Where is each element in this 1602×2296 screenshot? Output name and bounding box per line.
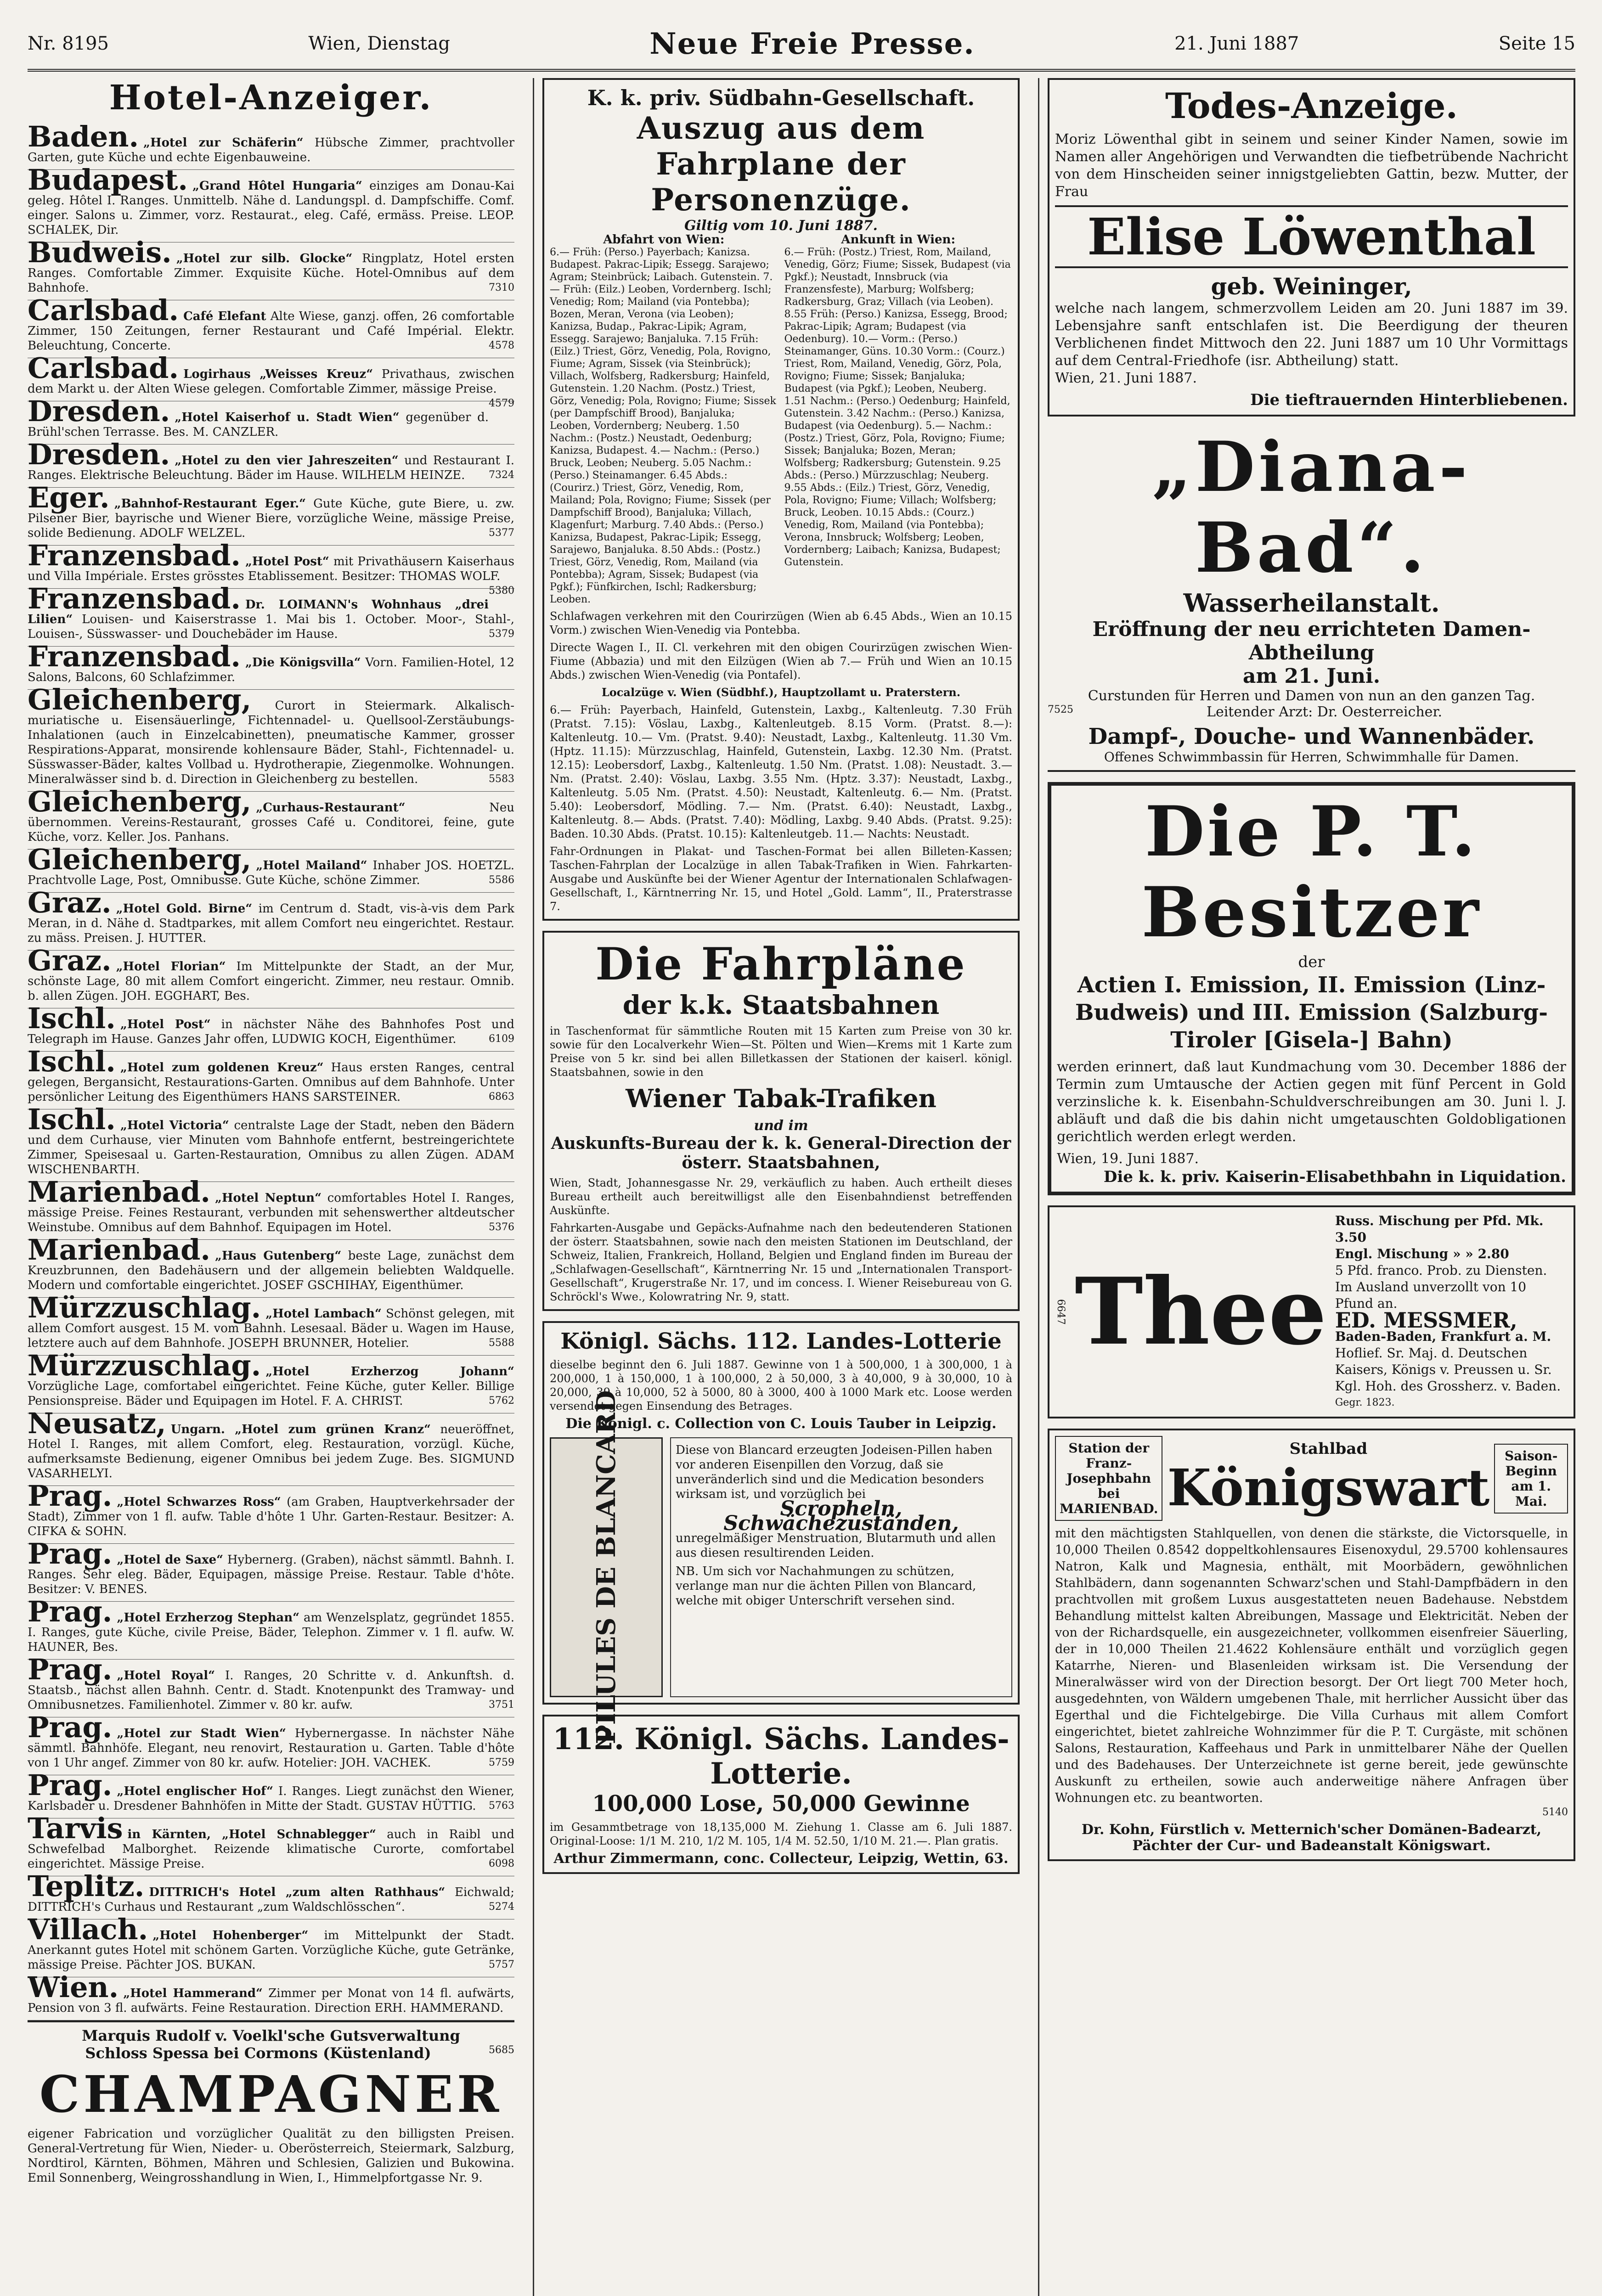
hotel-town: Baden. [28,120,139,153]
staatsbahn-timetable-ad [542,931,1020,1311]
hotel-town: Gleichenberg, [28,785,252,818]
hotel-text: Vorn. Familien-Hotel, 12 Salons, Balcons, 60 Schlafzimmer. [28,656,514,684]
death-notice [1048,78,1575,416]
hotel-text: im Centrum d. Stadt, vis-à-vis dem Park Meran, in d. Nähe d. Stadtparkes, mit allem Comfort neu eingerichtet. Restaur. zu mäss. Preisen. J. HUTTER. [28,902,514,945]
hotel-name: „Curhaus-Restaurant“ [256,801,406,815]
hotel-town: Ischl. [28,1103,116,1136]
hotel-entry [28,1711,514,1775]
fahrplaene-text3: Fahrkarten-Ausgabe und Gepäcks-Aufnahme nach den bedeutenderen Stationen der österr. Staatsbahnen, sowie nach den meisten Stationen im Deutschland, der Schweiz, Italien, Frankreich, Holland, Belgien und England finden im Bureau der „Schlafwagen-Gesellschaft“, Kärntnerring Nr. 15 und „Internationalen Transport-Gesellschaft“, Krugerstraße Nr. 17, und im concess. I. Wiener Reisebureau von G. Schröckl's Wwe., Kolowratring Nr. 9, statt. [550,1221,1012,1303]
hotel-town: Carlsbad. [28,293,179,327]
departures [550,234,778,606]
hotel-entry [28,1653,514,1717]
champagne-text: eigener Fabrication und vorzüglicher Qualität zu den billigsten Preisen. General-Vertretung für Wien, Nieder- u. Oberösterreich, Steiermark, Salzburg, Nordtirol, Kärnten, Böhmen, Mähren und Schlesien, Galizien und Bukowina. Emil Sonnenberg, Weingrosshandlung in Wien, I., Himmelpfortgasse Nr. 9. [28,2127,514,2185]
hotel-ad-number: 3751 [489,1699,514,1711]
pt-besitzer-notice [1048,782,1575,1195]
hotel-entry [28,236,514,300]
hotel-name: „Hotel Florian“ [116,960,226,974]
hotel-town: Wien. [28,1970,119,2004]
hotel-name: „Hotel zum goldenen Kreuz“ [120,1061,324,1075]
hotel-entry [28,1537,514,1602]
hotel-name: „Hotel zur Stadt Wien“ [117,1727,286,1740]
hotel-text: mit Privathäusern Kaiserhaus und Villa Impériale. Erstes grösstes Etablissement. Besitzer: THOMAS WOLF. [28,555,514,583]
issue-date: 21. Juni 1887 [1174,33,1299,54]
suedbahn-timetable [542,78,1020,921]
hotel-town: Ischl. [28,1045,116,1078]
lottery-seller: Die Königl. c. Collection von C. Louis Tauber in Leipzig. [565,1416,997,1432]
hotel-town: Budapest. [28,163,188,197]
hotel-name: „Hotel zur Schäferin“ [143,136,304,150]
champagne-estate: Marquis Rudolf v. Voelkl'sche Gutsverwaltung [82,2027,460,2044]
thee-russian: Russ. Mischung per Pfd. Mk. 3.50 [1335,1213,1544,1245]
hotel-name: „Hotel zu den vier Jahreszeiten“ [175,454,399,467]
fahrplaene-subtitle: der k.k. Staatsbahnen [622,990,940,1020]
hotel-town: Ischl. [28,1002,116,1035]
hotel-entry [28,582,514,647]
hotel-text: Im Mittelpunkte der Stadt, an der Mur, schönste Lage, 80 mit allem Comfort eingericht. Zimmer, neu restaur. Omnib. b. allen Zügen. JOH. EGGHART, Bes. [28,960,514,1003]
suedbahn-company: K. k. priv. Südbahn-Gesellschaft. [587,85,975,110]
place-day: Wien, Dienstag [308,33,450,54]
hotel-ad-number: 6863 [489,1091,514,1103]
thee-warrant: Hoflief. Sr. Maj. d. Deutschen Kaisers, Königs v. Preussen u. Sr. Kgl. Hoh. des Grossherz. v. Baden. [1335,1345,1561,1394]
suedbahn-title: Auszug aus dem Fahrplane der Personenzüge. [637,110,925,218]
hotel-name: „Haus Gutenberg“ [215,1249,342,1263]
hotel-name: „Hotel Neptun“ [215,1191,322,1205]
koenigswart-text: mit den mächtigsten Stahlquellen, von denen die stärkste, die Victorsquelle, in 10,000 Theilen 0.8542 doppeltkohlensaures Eisenoxydul, 29.5700 kohlensaures Natron, Kalk und Magnesia, enthält, mit Moorbädern, gewöhnlichen Stahlbädern, dann sogenannten Schwarz'schen und Stahl-Dampfbädern in den prachtvollen mit großem Luxus ausgestatteten neuen Badehause. Nebstdem Behandlung mittelst kalten Abreibungen, Massage und Elektricität. Neben der von der Richardsquelle, ein ausgezeichneter, vollkommen eisenfreier Säuerling, der in 10,000 Theilen 21.4622 Kohlensäure enthält und vorzüglich gegen Katarrhe, Nieren- und Blasenleiden wirksam ist. Die Versendung der Mineralwässer wird von der Direction besorgt. Der Ort liegt 700 Meter hoch, ausgedehnten, von Wäldern umgebenen Thale, mit herrlicher Aussicht über das Egerthal und die Fichtelgebirge. Die Villa Curhaus mit allem Comfort eingerichtet, bietet zahlreiche Wohnzimmer für die P. T. Curgäste, mit schönen Salons, Restauration, Kaffeehaus und Park in unmittelbarer Nähe der Quellen und des Badehauses. Der Unterzeichnete ist gerne bereit, jede gewünschte Auskunft zu ertheilen, sowie auch anderweitige nähere Anfragen über Wohnungen etc. zu beantworten. [1055,1526,1568,1805]
hotel-entry [28,683,514,792]
thee-ad-number: 6647 [1055,1299,1066,1325]
hotel-town: Graz. [28,944,112,977]
hotel-town: Budweis. [28,236,172,269]
hotel-entry [28,1045,514,1109]
pt-actien: Actien I. Emission, II. Emission (Linz-Budweis) und III. Emission (Salzburg-Tiroler [Gisela-] Bahn) [1075,972,1548,1053]
pills-text-block [670,1437,1012,1697]
hotel-text: Gute Küche, gute Biere, u. zw. Pilsener Bier, bayrische und Wiener Biere, vorzügliche Weine, mässige Preise, solide Bedienung. ADOLF WELZEL. [28,497,514,540]
hotel-name: „Hotel englischer Hof“ [117,1784,274,1798]
hotel-text: gegenüber d. Brühl'schen Terrasse. Bes. M. CANZLER. [28,411,489,439]
hotel-text: neueröffnet, Hotel I. Ranges, mit allem Comfort, eleg. Restauration, vorzügl. Küche, aufmerksamste Bedienung, eigener Omnibus bei jedem Zuge. Bes. SIGMUND VASARHELYI. [28,1423,514,1480]
hotel-town: Prag. [28,1711,113,1744]
hotel-text: einziges am Donau-Kai geleg. Hôtel I. Ranges. Unmittelb. Nähe d. Landungspl. d. Dampfschiffe. Comf. einger. Salons u. Zimmer, vorz. Restaurat., eleg. Café, ermäss. Preise. LEOP. SCHALEK, Dir. [28,179,514,237]
hotel-name: Dr. LOIMANN's Wohnhaus „drei Lilien“ [28,598,489,626]
koenigswart-ad [1048,1429,1575,1861]
hotel-entry [28,293,514,358]
hotel-text: Louisen- und Kaiserstrasse 1. Mai bis 1. October. Moor-, Stahl-, Louisen-, Süsswasser- und Douchebäder im Hause. [28,613,514,641]
hotel-entry [28,1291,514,1356]
hotel-name: „Hotel Victoria“ [120,1119,229,1132]
arrivals-heading: Ankunft in Wien: [841,233,956,247]
thee-city: Baden-Baden, Frankfurt a. M. [1335,1329,1551,1344]
hotel-entry [28,1970,514,2020]
departures-heading: Abfahrt von Wien: [603,233,725,247]
death-notice-text1: Moriz Löwenthal gibt in seinem und seiner Kinder Namen, sowie im Namen aller Angehörigen und Verwandten die tiefbetrübende Nachricht von dem Hinscheiden seiner innigstgeliebten Gattin, bezw. Mutter, der Frau [1055,131,1568,200]
lottery-text: dieselbe beginnt den 6. Juli 1887. Gewinne von 1 à 500,000, 1 à 300,000, 1 à 200,000, 1 à 150,000, 1 à 100,000, 2 à 50,000, 3 à 40,000, 9 à 30,000, 10 à 20,000, 39 à 10,000, 52 à 5000, 80 à 3000, 400 à 1000 Mark etc. Loose werden versendet gegen Einsendung des Betrages. [550,1358,1012,1412]
fahrplaene-title: Die Fahrpläne [595,938,967,990]
hotel-town: Graz. [28,886,112,919]
paper-title: Neue Freie Presse. [649,26,975,61]
hotel-town: Dresden. [28,438,170,471]
lottery2-address: Arthur Zimmermann, conc. Collecteur, Leipzig, Wettin, 63. [553,1851,1009,1867]
hotel-entry [28,1175,514,1240]
hotel-ad-number: 5380 [489,585,514,597]
hotel-text: Zimmer per Monat von 14 fl. aufwärts, Pension von 3 fl. aufwärts. Feine Restauration. Direction ERH. HAMMERAND. [28,1986,514,2015]
lottery-ad [542,1321,1020,1745]
hotel-ad-number: 4579 [489,398,514,409]
issue-number: Nr. 8195 [28,33,109,54]
fahrplaene-text1: in Taschenformat für sämmtliche Routen mit 15 Karten zum Preise von 30 kr. sowie für den Localverkehr Wien—St. Pölten und Wien—Krems mit 1 Karte zum Preise von 5 kr. sind bei allen Billetkassen der Stationen der kaiserl. königl. Staatsbahnen, sowie in den [550,1024,1012,1079]
hotel-entry [28,785,514,850]
hotel-text: Hübsche Zimmer, prachtvoller Garten, gute Küche und echte Eigenbauweine. [28,136,514,164]
direct-wagon-note: Directe Wagen I., II. Cl. verkehren mit den obigen Courirzügen zwischen Wien-Fiume (Abbazia) und mit den Eilzügen (Wien ab 7.— Früh und Wien an 10.15 Abds.) zwischen Wien-Venedig (via Pontafel). [550,641,1012,681]
champagne-castle: Schloss Spessa bei Cormons (Küstenland) 5685 [85,2044,514,2062]
lottery2-prize: 100,000 Lose, 50,000 Gewinne [592,1791,970,1817]
column-notices [1038,78,1575,2296]
hotel-town: Marienbad. [28,1233,211,1266]
hotel-text: Privathaus, zwischen dem Markt u. der Alten Wiese gelegen. Comfortable Zimmer, mässige Preise. [28,367,514,396]
hotel-town: Franzensbad. [28,539,241,572]
hotel-name: „Hotel Erzherzog Johann“ [265,1365,514,1379]
hotel-entry [28,1407,514,1486]
timetable-columns [550,234,1012,606]
hotel-ad-number: 5274 [489,1901,514,1913]
hotel-text: Schönst gelegen, mit allem Comfort ausgest. 15 M. vom Bahnh. Lesesaal. Bäder u. Wagen im Hause, letztere auch auf dem Bahnhofe. JOSEPH BRUNNER, Hotelier. [28,1307,514,1350]
hotel-town: Villach. [28,1913,148,1946]
hotel-ad-number: 5757 [489,1959,514,1970]
hotel-ad-number: 4578 [489,340,514,351]
death-notice-date: Wien, 21. Juni 1887. [1055,370,1197,386]
hotel-text: Haus ersten Ranges, central gelegen, Bergansicht, Restaurations-Garten. Omnibus auf dem Bahnhofe. Unter persönlicher Leitung des Eigenthümers HANS SARSTEINER. [28,1061,514,1104]
hotel-town: Franzensbad. [28,582,241,615]
hotel-text: I. Ranges, 20 Schritte v. d. Ankunftsh. d. Staatsb., nächst allen Bahnh. Centr. d. Stadt. Knotenpunkt des Tramway- und Omnibusnetzes. Familienhotel. Zimmer v. 80 kr. aufw. [28,1669,514,1712]
hotel-ad-number: 5588 [489,1337,514,1349]
pills-text3: NB. Um sich vor Nachahmungen zu schützen, verlange man nur die ächten Pillen von Blancard, welche mit obiger Unterschrift versehen sind. [676,1564,976,1608]
hotel-town: Prag. [28,1595,113,1628]
koenigswart-footer: Dr. Kohn, Fürstlich v. Metternich'scher Domänen-Badearzt, Pächter der Cur- und Badeanstalt Königswart. [1081,1822,1542,1854]
column-railway [533,78,1020,2296]
hotel-entry [28,481,514,546]
diana-hours: Curstunden für Herren und Damen von nun an den ganzen Tag. [1088,688,1535,704]
diana-ad-number: 7525 [1048,704,1073,715]
koenigswart-season: Saison-Beginn am 1. Mai. [1494,1444,1568,1514]
hotel-name: „Grand Hôtel Hungaria“ [192,179,362,193]
death-notice-text2: welche nach langem, schmerzvollem Leiden am 20. Juni 1887 im 39. Lebensjahre sanft entschlafen ist. Die Beerdigung der theuren Verblichenen findet Mittwoch den 22. Juni 1887 um 10 Uhr Vormittags auf dem Central-Friedhofe (isr. Abtheilung) statt. [1055,300,1568,369]
thee-ad [1048,1205,1575,1418]
arrivals-text: 6.— Früh: (Postz.) Triest, Rom, Mailand, Venedig, Görz; Fiume; Sissek, Budapest (via Pgkf.); Neustadt, Innsbruck (via Franzensfeste), Marburg; Wolfsberg; Radkersburg, Graz; Villach (via Leoben). 8.55 Früh: (Perso.) Kanizsa, Essegg, Brood; Pakrac-Lipik; Agram; Budapest (via Oedenburg). 10.— Vorm.: (Perso.) Steinamanger, Güns. 10.30 Vorm.: (Courz.) Triest, Rom, Mailand, Venedig, Görz, Pola, Rovigno; Fiume; Sissek; Banjaluka; Budapest (via Pgkf.); Leoben, Neuberg. 1.51 Nachm.: (Perso.) Oedenburg; Hainfeld, Gutenstein. 3.42 Nachm.: (Perso.) Kanizsa, Budapest (via Oedenburg). 5.— Nachm.: (Postz.) Triest, Görz, Pola, Rovigno; Fiume; Sissek; Banjaluka; Bozen, Meran; Wolfsberg; Radkersburg; Gutenstein. 9.25 Abds.: (Perso.) Mürzzuschlag; Neuberg. 9.55 Abds.: (Eilz.) Triest, Görz, Venedig, Pola, Rovigno; Fiume; Villach; Wolfsberg; Bruck, Leoben. 10.15 Abds.: (Courz.) Venedig, Rom, Mailand (via Pontebba); Verona, Innsbruck; Wolfsberg; Leoben, Vordernberg; Laibach; Kanizsa, Budapest; Gutenstein. [784,247,1011,568]
hotel-name: „Die Königsvilla“ [245,656,361,670]
koenigswart-label: Stahlbad [1289,1440,1368,1458]
lottery2-title: 112. Königl. Sächs. Landes-Lotterie. [553,1722,1010,1791]
diana-opening: Eröffnung der neu errichteten Damen-Abtheilung [1092,618,1531,664]
hotel-text: (am Graben, Hauptverkehrsader der Stadt), Zimmer von 1 fl. aufw. Table d'hôte 1 Uhr. Garten-Restaur. Besitzer: A. CIFKA & SOHN. [28,1495,514,1538]
newspaper-page [28,18,1575,2296]
champagne-headline: CHAMPAGNER [39,2065,503,2124]
hotel-text: comfortables Hotel I. Ranges, mässige Preise. Feines Restaurant, verbunden mit sehenswerther altdeutscher Weinstube. Omnibus auf dem Bahnhof. Equipagen im Hotel. [28,1191,514,1234]
fahrplaene-und: und im [754,1118,808,1134]
hotel-name: „Hotel Hohenberger“ [152,1929,309,1942]
hotel-name: „Hotel Gold. Birne“ [116,902,253,916]
hotel-entry [28,1103,514,1182]
hotel-name: „Hotel Post“ [120,1018,211,1031]
hotel-ad-number: 5759 [489,1757,514,1768]
hotel-text: Hybernergasse. In nächster Nähe sämmtl. Bahnhöfe. Elegant, neu renovirt, Restauration u. Garten. Table d'hôte von 1 Uhr angef. Zimmer von 80 kr. aufw. Hotelier: JOH. VACHEK. [28,1727,514,1770]
deceased-maiden-name: geb. Weininger, [1211,273,1412,300]
pt-text: werden erinnert, daß laut Kundmachung vom 30. December 1886 der Termin zum Umtausche der Actien gegen mit fünf Percent in Gold verzinsliche k. k. Eisenbahn-Schuldverschreibungen am 30. Juni l. J. abläuft und daß die bis dahin nicht umgetauschten Goldobligationen gerichtlich werden erlegt werden. [1057,1059,1566,1145]
hotel-name: DITTRICH's Hotel „zum alten Rathhaus“ [149,1885,446,1899]
hotel-name: „Hotel Royal“ [117,1669,215,1683]
pills-disease: Scropheln, Schwächezuständen, [723,1497,959,1535]
diana-title: „Diana-Bad“. [1151,427,1472,588]
hotel-ad-number: 5376 [489,1221,514,1233]
diana-swim: Offenes Schwimmbassin für Herren, Schwimmhalle für Damen. [1104,749,1519,765]
hotel-town: Prag. [28,1653,113,1686]
koenigswart-name: Königswart [1167,1458,1490,1517]
hotel-name: „Hotel Kaiserhof u. Stadt Wien“ [175,411,400,424]
thee-firm: ED. MESSMER, [1335,1308,1517,1333]
hotel-name: Ungarn. „Hotel zum grünen Kranz“ [170,1423,431,1436]
hotel-ad-number: 5379 [489,628,514,640]
hotel-ad-number: 5586 [489,874,514,886]
fahrplaene-text2: Wien, Stadt, Johannesgasse Nr. 29, verkäuflich zu haben. Auch ertheilt dieses Bureau ertheilt auch bereitwilligst alle den Eisenbahndienst betreffenden Auskünfte. [550,1176,1012,1217]
departures-text: 6.— Früh: (Perso.) Payerbach; Kanizsa. Budapest. Pakrac-Lipik; Essegg. Sarajewo; Agram; Steinbrück; Laibach. Gutenstein. 7.— Früh: (Eilz.) Leoben, Vordernberg. Ischl; Venedig; Rom; Mailand (via Pontebba); Bozen, Meran, Verona (via Leoben); Kanizsa, Budap., Pakrac-Lipik; Agram, Essegg. Sarajewo; Banjaluka. 7.15 Früh: (Eilz.) Triest, Görz, Venedig, Pola, Rovigno, Fiume; Agram, Sissek (via Steinbrück); Villach, Wolfsberg, Radkersburg; Hainfeld, Gutenstein. 1.20 Nachm. (Postz.) Triest, Görz, Venedig; Pola, Rovigno; Fiume; Sissek (per Dampfschiff Brood), Banjaluka; Leoben, Vordernberg; Neuberg. 1.50 Nachm.: (Postz.) Neustadt, Oedenburg; Kanizsa, Budapest. 4.— Nachm.: (Perso.) Bruck, Leoben; Neuberg. 5.05 Nachm.: (Perso.) Steinamanger. 6.45 Abds.: (Courirz.) Triest, Görz, Venedig, Rom, Mailand; Pola, Rovigno; Fiume; Sissek (per Dampfschiff Brood), Banjaluka; Villach, Klagenfurt; Marburg. 7.40 Abds.: (Perso.) Kanizsa, Budapest, Pakrac-Lipik; Essegg, Sarajewo, Banjaluka. 8.50 Abds.: (Postz.) Triest, Görz, Venedig, Rom, Mailand (via Pontebba); Agram, Sissek; Budapest (via Pgkf.); Fünfkirchen, Ischl; Radkersburg; Leoben. [550,247,776,605]
pill-box-label: PILULES DE BLANCARD [591,1390,621,1745]
hotel-text: I. Ranges. Liegt zunächst den Wiener, Karlsbader u. Dresdener Bahnhöfen in Mitte der Stadt. GUSTAV HÜTTIG. [28,1784,514,1813]
diana-baths: Dampf-, Douche- und Wannenbäder. [1088,724,1535,749]
column-hotel-listings [28,78,514,2296]
hotel-entry [28,163,514,242]
lottery-title: Königl. Sächs. 112. Landes-Lotterie [560,1328,1002,1354]
hotel-town: Tarvis [28,1812,123,1845]
hotel-entry [28,886,514,951]
thee-shipping: 5 Pfd. franco. Prob. zu Diensten. Im Ausland unverzollt von 10 Pfund an. [1335,1263,1547,1311]
hotel-text: und Restaurant I. Ranges. Elektrische Beleuchtung. Bäder im Hause. WILHELM HEINZE. [28,454,514,482]
hotel-town: Marienbad. [28,1175,211,1209]
local-trains-text: 6.— Früh: Payerbach, Hainfeld, Gutenstein, Laxbg., Kaltenleutg. 7.30 Früh (Pratst. 7.15): Vöslau, Laxbg., Kaltenleutgeb. 8.15 Vorm. (Pratst. 8.—): Kaltenleutg. 10.— Vm. (Pratst. 9.40): Neustadt, Laxbg., Kaltenleutg. 11.30 Vm. (Hptz. 11.15): Mürzzuschlag, Hainfeld, Gutenstein, Laxbg. 12.30 Nm. (Pratst. 12.15): Leobersdorf, Laxbg., Kaltenleutg. 1.50 Nm. (Pratst. 1.08): Neustadt. 3.— Nm. (Pratst. 2.40): Vöslau, Laxbg. 3.55 Nm. (Hptz. 3.37): Neustadt, Laxbg., Kaltenleutg. 5.05 Nm. (Pratst. 4.50): Neustadt, Kaltenleutg. 6.— Nm. (Pratst. 5.40): Leobersdorf, Mödling. 7.— Nm. (Pratst. 6.40): Neustadt, Laxbg., Kaltenleutg. 8.— Abds. (Pratst. 7.40): Mödling, Laxbg. 9.40 Abds. (Pratst. 9.25): Baden. 10.30 Abds. (Pratst. 10.15): Kaltenleutgeb. 11.— Nachts: Neustadt. [550,703,1012,840]
death-notice-signature: Die tieftrauernden Hinterbliebenen. [1250,391,1568,409]
hotel-town: Mürzzuschlag. [28,1291,261,1324]
hotel-town: Franzensbad. [28,640,241,673]
hotel-town: Prag. [28,1479,113,1513]
hotel-name: in Kärnten, „Hotel Schnablegger“ [127,1828,376,1841]
koenigswart-ad-number: 5140 [1542,1806,1568,1818]
thee-english: Engl. Mischung » » 2.80 [1335,1246,1509,1261]
suedbahn-footer: Fahr-Ordnungen in Plakat- und Taschen-Format bei allen Billeten-Kassen; Taschen-Fahrplan der Localzüge in allen Tabak-Trafiken in Wien. Fahrkarten-Ausgabe und Auskünfte bei der Wiener Agentur der Internationalen Schlafwagen-Gesellschaft, I., Kärntnerring Nr. 15, und Hotel „Gold. Lamm“, II., Praterstrasse 7. [550,845,1012,913]
hotel-name: „Hotel de Saxe“ [117,1553,224,1567]
hotel-town: Gleichenberg, [28,843,252,876]
hotel-entry [28,1233,514,1298]
champagne-ad [28,2020,514,2185]
hotel-town: Neusatz, [28,1407,166,1440]
hotel-ad-number: 5763 [489,1800,514,1812]
hotel-name: „Hotel Erzherzog Stephan“ [117,1611,300,1625]
local-trains-heading: Localzüge v. Wien (Südbhf.), Hauptzollamt u. Praterstern. [601,686,961,699]
hotel-entry [28,1812,514,1876]
koenigswart-title-block [1167,1440,1489,1517]
pt-date: Wien, 19. Juni 1887. [1057,1151,1199,1167]
hotel-town: Gleichenberg, [28,683,252,716]
thee-info [1335,1213,1568,1411]
hotel-text: in nächster Nähe des Bahnhofes Post und Telegraph im Hause. Ganzes Jahr offen, LUDWIG KOCH, Eigenthümer. [28,1018,514,1046]
diana-doctor: Leitender Arzt: Dr. Oesterreicher. 7525 [1048,704,1442,720]
hotel-name: Logirhaus „Weisses Kreuz“ [183,367,373,381]
hotel-name: Café Elefant [183,310,266,323]
suedbahn-validity: Giltig vom 10. Juni 1887. [684,218,878,234]
hotel-town: Prag. [28,1537,113,1570]
hotel-entry [28,1479,514,1544]
hotel-name: „Hotel Mailand“ [256,859,367,872]
pt-signature: Die k. k. priv. Kaiserin-Elisabethbahn in Liquidation. [1103,1168,1566,1186]
hotel-town: Mürzzuschlag. [28,1349,261,1382]
arrivals [784,234,1013,606]
hotel-text: Inhaber JOS. HOETZL. Prachtvolle Lage, Post, Omnibusse. Gute Küche, schöne Zimmer. [28,859,514,887]
diana-subtitle: Wasserheilanstalt. [1183,588,1440,618]
hotel-text: auch in Raibl und Schwefelbad Malborghet. Reizende klimatische Curorte, comfortabel eingerichtet. Mässige Preise. [28,1828,514,1871]
pills-text: Diese von Blancard erzeugten Jodeisen-Pillen haben vor anderen Eisenpillen den Vorzug, daß sie unveränderlich sind und die Medication besonders wirksam ist, und vorzüglich bei [676,1443,993,1501]
pt-title: Die P. T. Besitzer [1141,791,1482,953]
hotel-text: centralste Lage der Stadt, neben den Bädern und dem Curhause, vier Minuten vom Bahnhofe entfernt, bestreingerichtete Zimmer, Speisesaal u. Garten-Restauration, Omnibus zu allen Zügen. ADAM WISCHENBARTH. [28,1119,514,1176]
death-notice-title: Todes-Anzeige. [1165,85,1458,126]
hotel-entry [28,944,514,1008]
hotel-text: Vorzügliche Lage, comfortabel eingerichtet. Feine Küche, guter Keller. Billige Pensionspreise. Bäder und Equipagen im Hotel. F. A. CHRIST. [28,1379,514,1408]
auskunfts-bureau: Auskunfts-Bureau der k. k. General-Direction der österr. Staatsbahnen, [551,1134,1011,1172]
hotel-ad-number: 7310 [489,282,514,293]
deceased-name: Elise Löwenthal [1055,205,1568,268]
hotel-town: Eger. [28,481,110,514]
hotel-name: „Hotel Post“ [245,555,329,568]
hotel-text: beste Lage, zunächst dem Kreuzbrunnen, den Badehäusern und der allgemein beliebten Waldquelle. Modern und comfortable eingerichtet. JOSEF GSCHIHAY, Eigenthümer. [28,1249,514,1292]
hotel-ad-number: 7324 [489,469,514,481]
hotel-name: „Hotel Hammerand“ [123,1986,263,2000]
hotel-ad-number: 6109 [489,1033,514,1045]
sleeper-note: Schlafwagen verkehren mit den Courirzügen (Wien ab 6.45 Abds., Wien an 10.15 Vorm.) zwischen Wien-Venedig via Pontebba. [550,610,1012,636]
hotel-entry [28,1595,514,1660]
thee-founded: Gegr. 1823. [1335,1397,1395,1408]
hotel-town: Teplitz. [28,1869,145,1903]
hotel-text: am Wenzelsplatz, gegründet 1855. I. Ranges, gute Küche, civile Preise, Bäder, Telephon. Zimmer v. 1 fl. aufw. W. HAUNER, Bes. [28,1611,514,1654]
hotel-entry [28,1349,514,1413]
hotel-ad-number: 6098 [489,1858,514,1869]
hotel-text: Ringplatz, Hotel ersten Ranges. Comfortable Zimmer. Exquisite Küche. Hotel-Omnibus auf dem Bahnhofe. [28,252,514,295]
tabak-trafiken: Wiener Tabak-Trafiken [626,1084,936,1113]
hotel-ad-number: 5377 [489,527,514,539]
hotel-ad-number: 5762 [489,1395,514,1407]
hotel-name: „Bahnhof-Restaurant Eger.“ [114,497,306,511]
pt-der: der [1298,953,1325,971]
hotel-list [28,120,514,2020]
hotel-text: Neu übernommen. Vereins-Restaurant, grosses Café u. Conditorei, feine, gute Küche, vorz. Keller. Jos. Panhans. [28,801,514,844]
hotel-name: „Hotel Schwarzes Ross“ [117,1495,281,1509]
koenigswart-station: Station der Franz-Josephbahn bei MARIENBAD. [1055,1436,1162,1521]
koenigswart-header [1055,1436,1568,1521]
hotel-text: im Mittelpunkt der Stadt. Anerkannt gutes Hotel mit schönem Garten. Vorzügliche Küche, gute Getränke, mässige Preise. Pächter JOS. BUKAN. [28,1929,514,1972]
hotel-ad-number: 5583 [489,773,514,785]
hotel-town: Carlsbad. [28,351,179,385]
diana-date: am 21. Juni. [1242,664,1381,688]
masthead [28,18,1575,72]
hotel-text: Eichwald; DITTRICH's Curhaus und Restaurant „zum Waldschlösschen“. [28,1885,514,1914]
page-number: Seite 15 [1498,33,1575,54]
hotel-town: Prag. [28,1768,113,1802]
hotel-town: Dresden. [28,394,170,428]
hotel-entry [28,1913,514,1977]
hotel-name: „Hotel zur silb. Glocke“ [176,252,353,265]
hotel-name: „Hotel Lambach“ [265,1307,382,1321]
hotel-text: Curort in Steiermark. Alkalisch-muriatische u. Eisensäuerlinge, Fichtennadel- u. Quellsool-Zerstäubungs-Inhalationen (auch in Einzelcabinetten), pneumatische Kammer, grosser Respirations-Apparat, monsirende kohlensaure Bäder, Stahl-, Fichtennadel- u. Süsswasser-Bäder, kaltes Vollbad u. Hydrotherapie, Ziegenmolke. Wohnungen. Mineralwässer sind b. d. Direction in Gleichenberg zu bestellen. [28,699,514,786]
diana-bad-ad [1048,427,1575,772]
lottery2-text: im Gesammtbetrage von 18,135,000 M. Ziehung 1. Classe am 6. Juli 1887. Original-Loose: 1/1 M. 210, 1/2 M. 105, 1/4 M. 52.50, 1/10 M. 21.—. Plan gratis. [550,1821,1012,1847]
champagne-ad-number: 5685 [489,2044,514,2056]
hotel-section-title: Hotel-Anzeiger. [109,78,433,118]
hotel-text: Hybernerg. (Graben), nächst sämmtl. Bahnh. I. Ranges. Sehr eleg. Bäder, Equipagen, mässige Preise. Restaur. Table d'hôte. Besitzer: V. BENES. [28,1553,514,1596]
thee-headline: Thee [1075,1258,1327,1366]
hotel-text: Alte Wiese, ganzj. offen, 26 comfortable Zimmer, 150 Zeitungen, ferner Restaurant und Café Impérial. Elektr. Beleuchtung, Concerte. [28,310,514,353]
pill-box-image [550,1390,663,1745]
pills-text2: unregelmäßiger Menstruation, Blutarmuth und allen aus diesen resultirenden Leiden. [676,1531,996,1560]
